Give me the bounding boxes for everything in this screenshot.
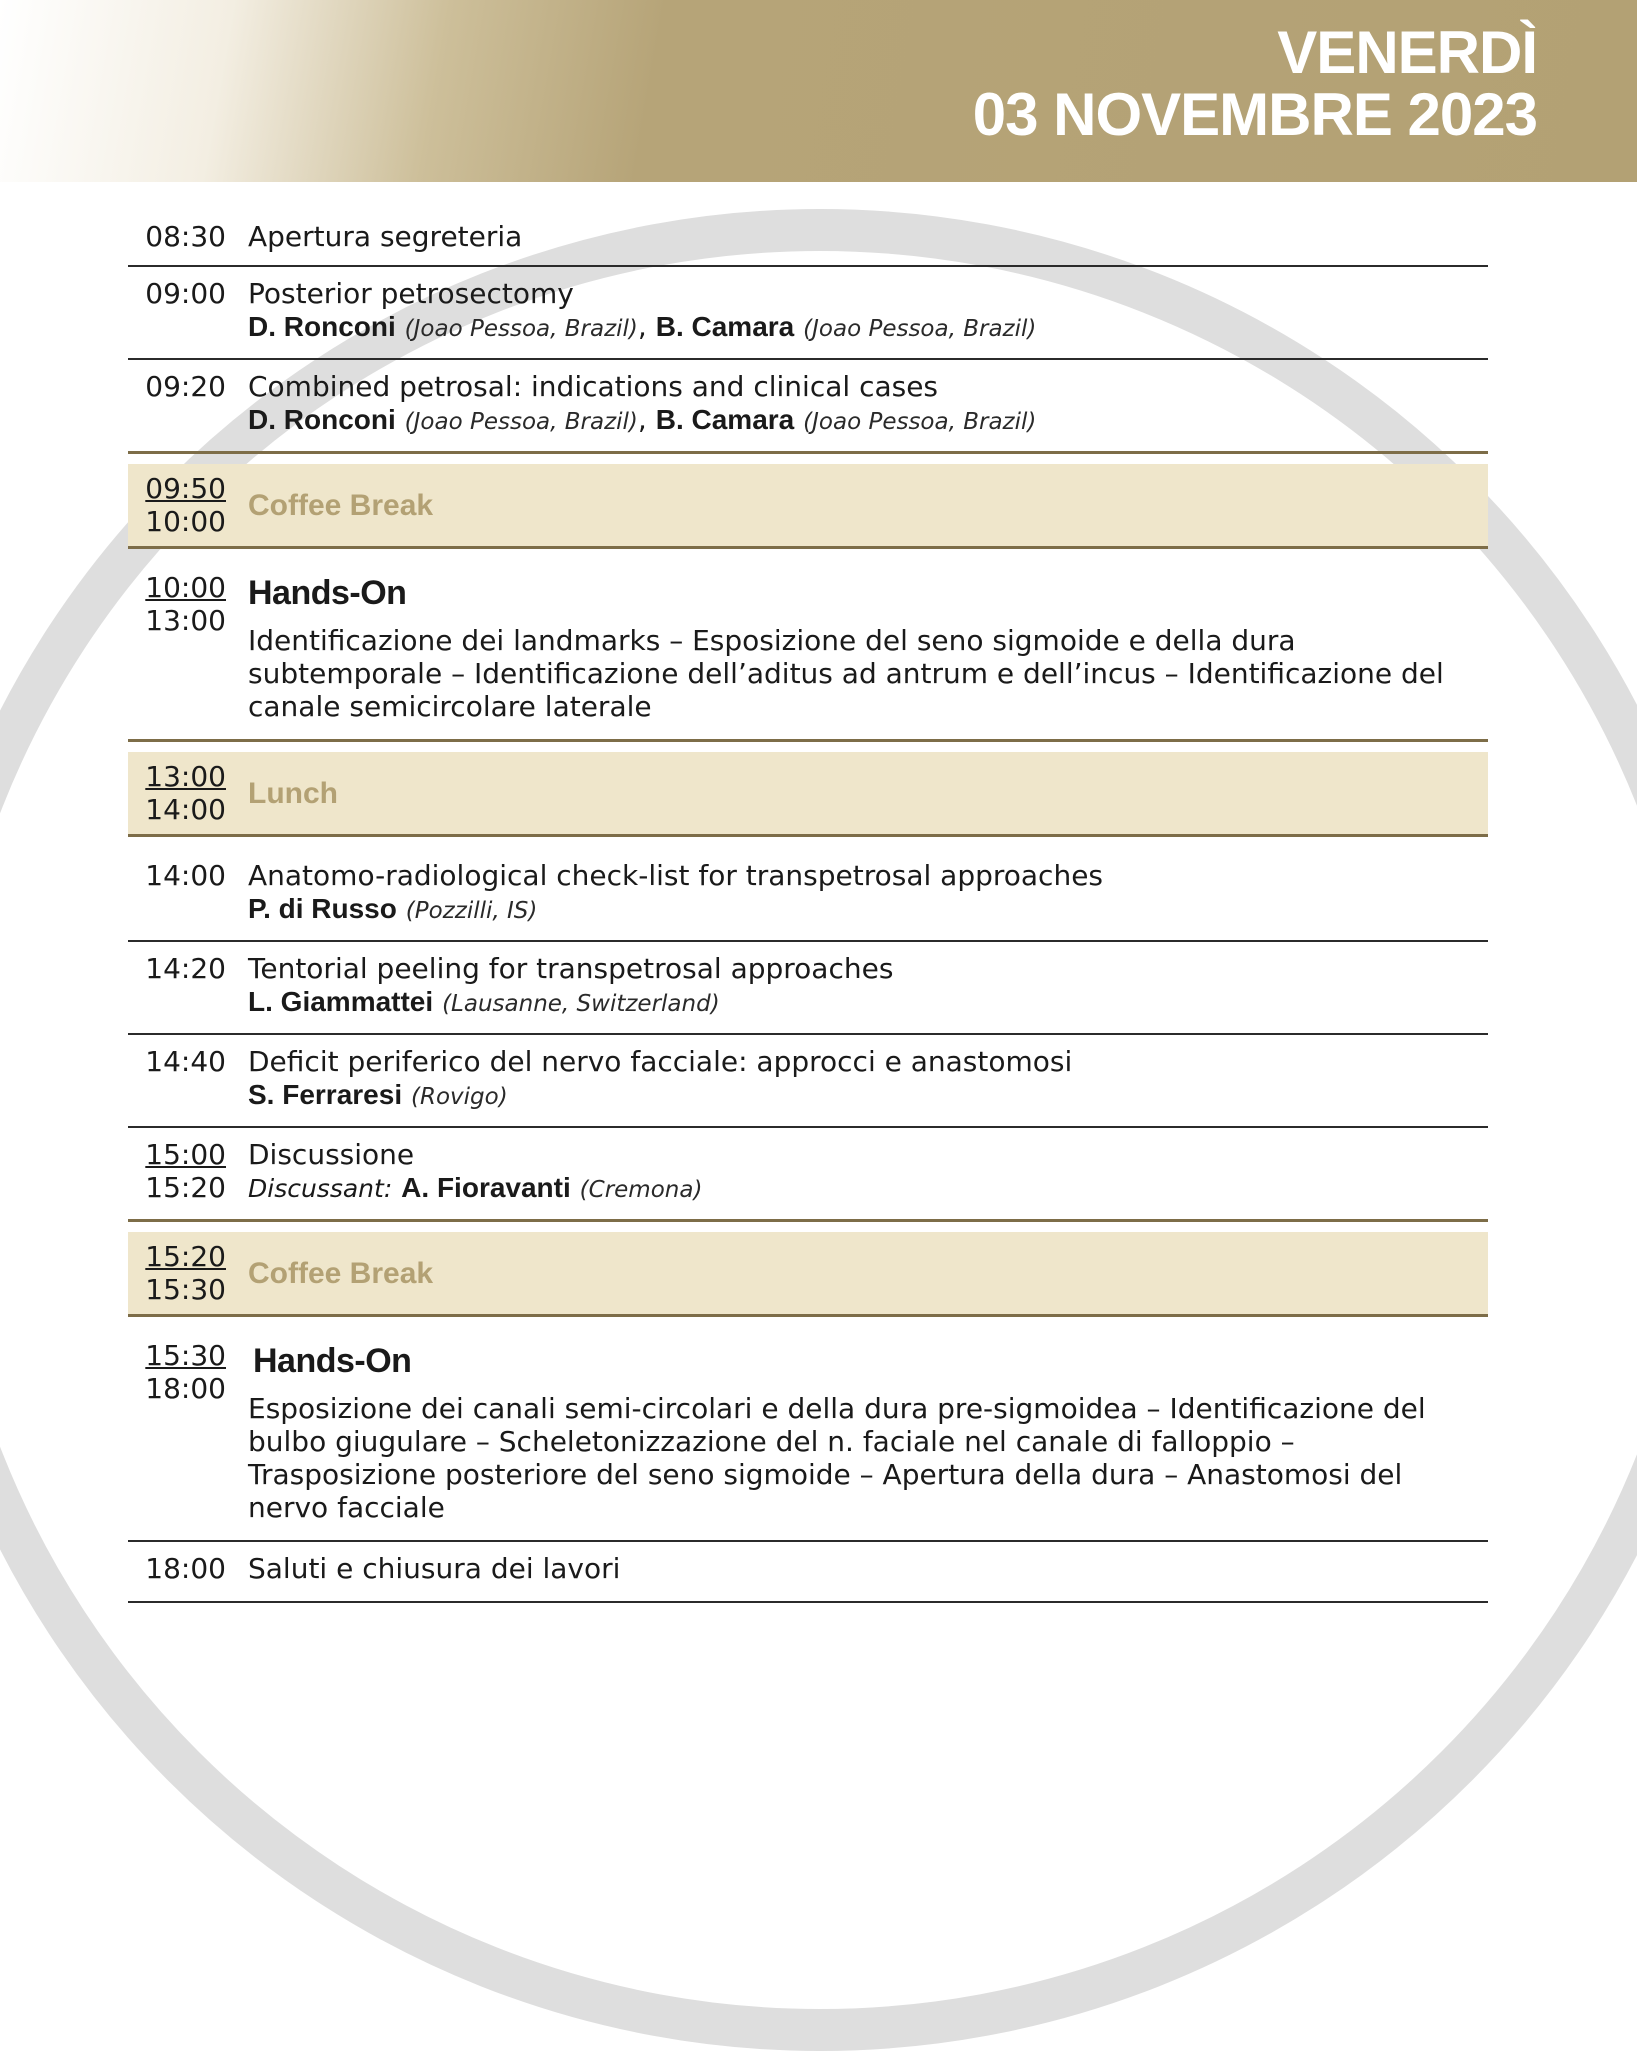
start-time: 09:50 <box>145 472 226 505</box>
speaker-affiliation: (Pozzilli, IS) <box>405 898 538 924</box>
speaker-name: L. Giammattei <box>248 986 434 1017</box>
start-time: 13:00 <box>145 760 226 793</box>
schedule-row <box>128 267 1488 360</box>
end-time: 13:00 <box>145 604 226 637</box>
session-title: Hands-On <box>253 1342 412 1380</box>
speaker-name: B. Camara <box>655 311 795 342</box>
session-description: Esposizione dei canali semi-circolari e della dura pre-sigmoidea – Identificazione del bulbo giugulare – Scheletonizzazione del n. faciale nel canale di falloppio – Trasposizione posteriore del seno sigmoide – Apertura della dura – Anastomosi del nervo facciale <box>248 1392 1426 1524</box>
end-time: 15:20 <box>145 1171 226 1204</box>
session-title: Combined petrosal: indications and clinical cases <box>248 370 939 403</box>
discussant-label: Discussant: <box>248 1174 393 1203</box>
speakers <box>248 985 1488 1021</box>
speaker-affiliation: (Joao Pessoa, Brazil) <box>404 409 638 435</box>
time-cell <box>128 952 248 1021</box>
schedule <box>128 210 1488 1603</box>
content-cell <box>248 777 1488 810</box>
start-time: 15:00 <box>145 1138 226 1171</box>
session-title: Anatomo-radiological check-list for transpetrosal approaches <box>248 859 1104 892</box>
break-row <box>128 464 1488 549</box>
time-cell <box>128 571 248 723</box>
schedule-row <box>128 549 1488 742</box>
date-label: 03 NOVEMBRE 2023 <box>972 80 1537 148</box>
content-cell <box>248 1339 1488 1524</box>
end-time: 15:30 <box>145 1273 226 1306</box>
schedule-row <box>128 360 1488 454</box>
schedule-row <box>128 1128 1488 1222</box>
session-title: Deficit periferico del nervo facciale: approcci e anastomosi <box>248 1045 1073 1078</box>
speaker-name: S. Ferraresi <box>248 1079 403 1110</box>
session-title: Hands-On <box>248 574 407 612</box>
time: 14:00 <box>145 859 226 892</box>
speaker-name: D. Ronconi <box>248 404 396 435</box>
schedule-row <box>128 837 1488 942</box>
time-cell <box>128 1339 248 1524</box>
break-label: Coffee Break <box>248 1256 434 1290</box>
content-cell <box>248 952 1488 1021</box>
content-cell <box>248 1257 1488 1290</box>
content-cell <box>248 489 1488 522</box>
time-cell <box>128 859 248 928</box>
time: 18:00 <box>145 1552 226 1585</box>
start-time: 15:20 <box>145 1240 226 1273</box>
content-cell <box>248 277 1488 346</box>
end-time: 14:00 <box>145 793 226 826</box>
day-label: VENERDÌ <box>1277 19 1537 86</box>
time-cell <box>128 1138 248 1207</box>
speaker-affiliation: (Joao Pessoa, Brazil) <box>803 409 1037 435</box>
page-title <box>972 19 1537 148</box>
content-cell <box>248 220 1488 253</box>
speakers <box>248 1171 1488 1207</box>
time: 09:00 <box>145 277 226 310</box>
time-cell <box>128 220 248 253</box>
break-label: Coffee Break <box>248 488 434 522</box>
content-cell <box>248 1138 1488 1207</box>
schedule-row <box>128 1317 1488 1542</box>
session-title: Saluti e chiusura dei lavori <box>248 1552 621 1585</box>
time-cell <box>128 1240 248 1306</box>
time-cell <box>128 370 248 439</box>
content-cell <box>248 571 1488 723</box>
break-row <box>128 752 1488 837</box>
schedule-row <box>128 1035 1488 1128</box>
speaker-affiliation: (Rovigo) <box>411 1084 508 1110</box>
speakers <box>248 892 1488 928</box>
speaker-affiliation: (Joao Pessoa, Brazil) <box>404 316 638 342</box>
session-title: Posterior petrosectomy <box>248 277 574 310</box>
time-cell <box>128 1045 248 1114</box>
end-time: 10:00 <box>145 505 226 538</box>
speaker-name: A. Fioravanti <box>401 1172 571 1203</box>
time: 14:40 <box>145 1045 226 1078</box>
time-cell <box>128 1552 248 1585</box>
speakers <box>248 1078 1488 1114</box>
schedule-row <box>128 942 1488 1035</box>
speaker-name: P. di Russo <box>248 893 397 924</box>
content-cell <box>248 859 1488 928</box>
break-row <box>128 1232 1488 1317</box>
speakers: D. Ronconi (Joao Pessoa, Brazil), B. Camara (Joao Pessoa, Brazil) <box>248 310 1037 343</box>
session-description: Identificazione dei landmarks – Esposizione del seno sigmoide e della dura subtemporale – Identificazione dell’aditus ad antrum e dell’incus – Identificazione del canale semicircolare laterale <box>248 624 1444 723</box>
time-cell <box>128 760 248 826</box>
start-time: 10:00 <box>145 571 226 604</box>
content-cell <box>248 1045 1488 1114</box>
speaker-affiliation: (Cremona) <box>579 1177 703 1203</box>
header-banner <box>0 0 1637 182</box>
time: 08:30 <box>145 220 226 253</box>
time: 14:20 <box>145 952 226 985</box>
time-cell <box>128 277 248 346</box>
session-title: Tentorial peeling for transpetrosal approaches <box>248 952 894 985</box>
speaker-name: D. Ronconi <box>248 311 396 342</box>
content-cell <box>248 1552 1488 1585</box>
session-title: Apertura segreteria <box>248 220 523 253</box>
speaker-name: B. Camara <box>655 404 795 435</box>
break-label: Lunch <box>248 776 338 810</box>
time-cell <box>128 472 248 538</box>
time: 09:20 <box>145 370 226 403</box>
session-title: Discussione <box>248 1138 415 1171</box>
speaker-affiliation: (Joao Pessoa, Brazil) <box>803 316 1037 342</box>
end-time: 18:00 <box>145 1372 226 1405</box>
content-cell <box>248 370 1488 439</box>
start-time: 15:30 <box>145 1339 226 1372</box>
speakers: D. Ronconi (Joao Pessoa, Brazil), B. Camara (Joao Pessoa, Brazil) <box>248 403 1037 436</box>
speaker-affiliation: (Lausanne, Switzerland) <box>442 991 720 1017</box>
schedule-row <box>128 210 1488 267</box>
schedule-row <box>128 1542 1488 1603</box>
